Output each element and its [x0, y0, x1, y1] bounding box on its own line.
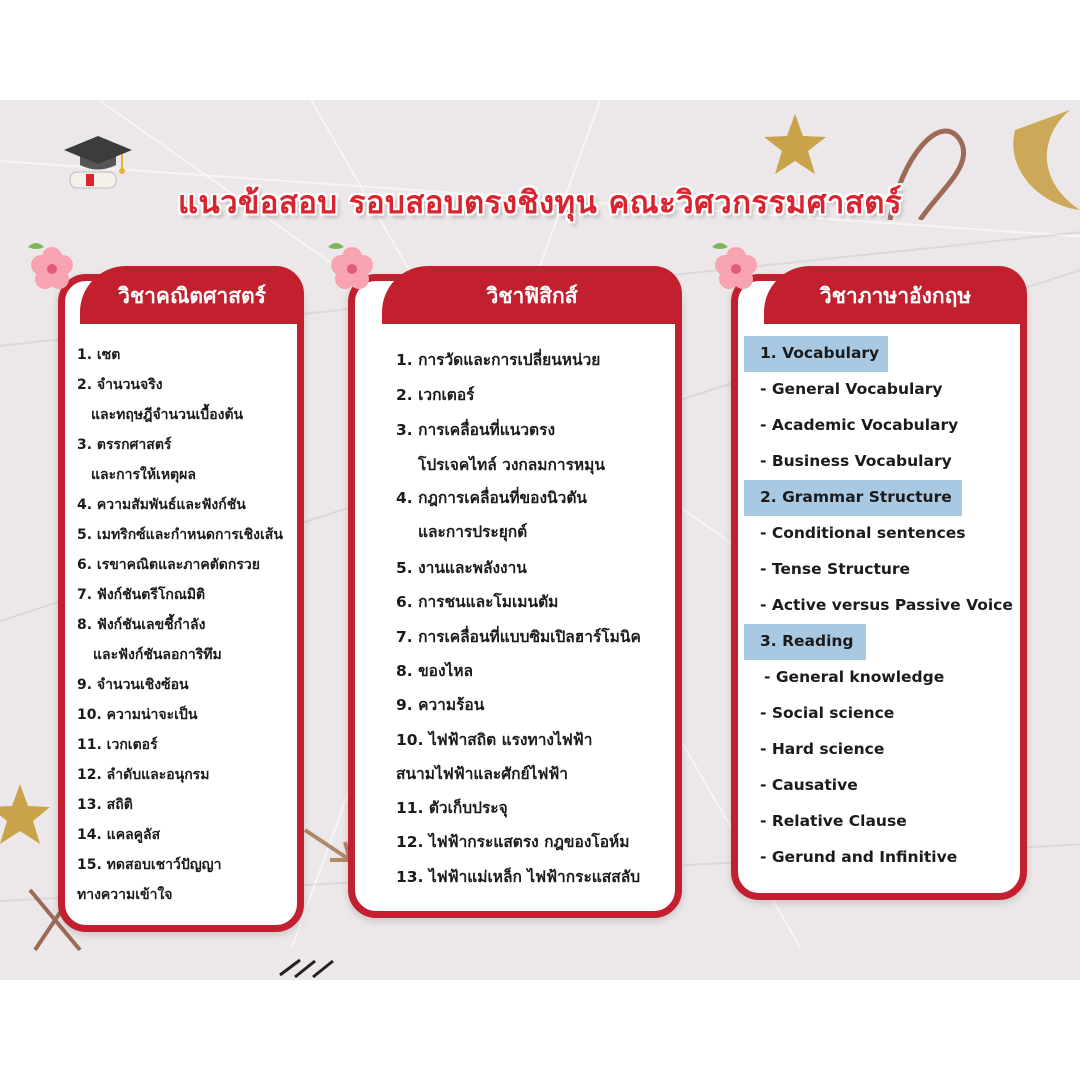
list-item: และฟังก์ชันลอการิทึม — [93, 647, 222, 663]
list-item: 8. ของไหล — [396, 662, 474, 680]
list-item: และการให้เหตุผล — [91, 467, 196, 483]
list-item: 3. ตรรกศาสตร์ — [77, 437, 172, 453]
math-heading: วิชาคณิตศาสตร์ — [80, 266, 304, 324]
list-item: 2. เวกเตอร์ — [396, 386, 475, 404]
section-title: 2. Grammar Structure — [760, 488, 952, 506]
list-item: - Social science — [760, 704, 895, 722]
list-item: และการประยุกต์ — [418, 523, 528, 541]
cherry-blossom-icon — [322, 237, 380, 295]
english-heading: วิชาภาษาอังกฤษ — [764, 266, 1027, 324]
list-item: 11. เวกเตอร์ — [77, 737, 158, 753]
list-item: 8. ฟังก์ชันเลขชี้กำลัง — [77, 617, 206, 633]
list-item: 5. งานและพลังงาน — [396, 559, 527, 577]
list-item: 12. ไฟฟ้ากระแสตรง กฎของโอห์ม — [396, 833, 630, 851]
scribble-icon — [275, 955, 345, 980]
list-item: - General Vocabulary — [760, 380, 943, 398]
list-item: - Gerund and Infinitive — [760, 848, 958, 866]
list-item: โปรเจคไทล์ วงกลมการหมุน — [418, 456, 605, 474]
section-title: 1. Vocabulary — [760, 344, 880, 362]
list-item: และทฤษฎีจำนวนเบื้องต้น — [91, 407, 244, 423]
list-item: - Hard science — [760, 740, 885, 758]
list-item: 5. เมทริกซ์และกำหนดการเชิงเส้น — [77, 527, 283, 543]
list-item: 12. ลำดับและอนุกรม — [77, 767, 210, 783]
list-item: 11. ตัวเก็บประจุ — [396, 799, 508, 817]
cherry-blossom-icon — [22, 237, 80, 295]
page-title: แนวข้อสอบ รอบสอบตรงชิงทุน คณะวิศวกรรมศาสตร์ — [177, 185, 902, 221]
list-item: 1. เซต — [77, 347, 121, 363]
list-item: 14. แคลคูลัส — [77, 827, 161, 843]
list-item: - Business Vocabulary — [760, 452, 952, 470]
list-item: - General knowledge — [764, 668, 945, 686]
list-item: - Causative — [760, 776, 858, 794]
cherry-blossom-icon — [706, 237, 764, 295]
list-item: - Active versus Passive Voice — [760, 596, 1013, 614]
list-item: 15. ทดสอบเชาว์ปัญญา — [77, 857, 222, 873]
list-item: - Conditional sentences — [760, 524, 966, 542]
star-icon — [760, 110, 830, 180]
list-item: 7. ฟังก์ชันตรีโกณมิติ — [77, 587, 206, 603]
list-item: 3. การเคลื่อนที่แนวตรง — [396, 421, 556, 439]
list-item: 6. เรขาคณิตและภาคตัดกรวย — [77, 557, 260, 573]
list-item: 10. ไฟฟ้าสถิต แรงทางไฟฟ้า — [396, 731, 593, 749]
list-item: 13. สถิติ — [77, 797, 133, 813]
list-item: ทางความเข้าใจ — [77, 887, 173, 903]
list-item: 13. ไฟฟ้าแม่เหล็ก ไฟฟ้ากระแสสลับ — [396, 868, 641, 886]
list-item: - Academic Vocabulary — [760, 416, 959, 434]
list-item: สนามไฟฟ้าและศักย์ไฟฟ้า — [396, 765, 568, 783]
list-item: 4. กฎการเคลื่อนที่ของนิวตัน — [396, 489, 587, 507]
list-item: 9. ความร้อน — [396, 696, 485, 714]
list-item: 6. การชนและโมเมนตัม — [396, 593, 559, 611]
list-item: - Tense Structure — [760, 560, 911, 578]
list-item: 9. จำนวนเชิงซ้อน — [77, 677, 189, 693]
list-item: 4. ความสัมพันธ์และฟังก์ชัน — [77, 497, 246, 513]
list-item: 1. การวัดและการเปลี่ยนหน่วย — [396, 351, 601, 369]
list-item: 2. จำนวนจริง — [77, 377, 163, 393]
physics-heading: วิชาฟิสิกส์ — [382, 266, 682, 324]
list-item: - Relative Clause — [760, 812, 907, 830]
section-title: 3. Reading — [760, 632, 854, 650]
list-item: 10. ความน่าจะเป็น — [77, 707, 198, 723]
list-item: 7. การเคลื่อนที่แบบซิมเปิลฮาร์โมนิค — [396, 628, 641, 646]
